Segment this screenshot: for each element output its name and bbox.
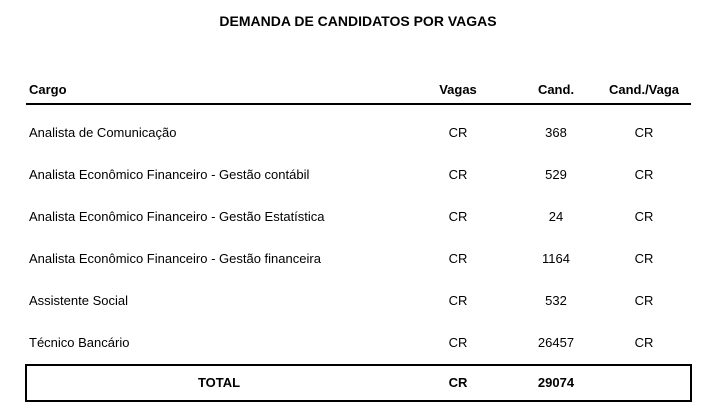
- total-row: [25, 364, 692, 402]
- header-cargo: Cargo: [29, 82, 67, 97]
- header-cand-vaga: Cand./Vaga: [608, 82, 680, 97]
- total-label: TOTAL: [197, 375, 241, 390]
- cell-cand-vaga: CR: [634, 251, 654, 266]
- table-row: [26, 248, 691, 270]
- table-row: [26, 122, 691, 144]
- cell-cand: 532: [545, 293, 567, 308]
- table-row: [26, 290, 691, 312]
- cell-cand-vaga: CR: [634, 293, 654, 308]
- cell-cargo: Analista Econômico Financeiro - Gestão Estatística: [29, 209, 325, 224]
- table-row: [26, 206, 691, 228]
- cell-vagas: CR: [448, 251, 468, 266]
- header-vagas: Vagas: [439, 82, 477, 97]
- cell-cargo: Técnico Bancário: [29, 335, 130, 350]
- total-cand: 29074: [537, 375, 575, 390]
- total-vagas: CR: [448, 375, 468, 390]
- cell-cand: 368: [545, 125, 567, 140]
- page-title: DEMANDA DE CANDIDATOS POR VAGAS: [219, 13, 497, 29]
- cell-cargo: Assistente Social: [29, 293, 128, 308]
- cell-cargo: Analista Econômico Financeiro - Gestão financeira: [29, 251, 321, 266]
- table-row: [26, 164, 691, 186]
- cell-cand: 26457: [537, 335, 575, 350]
- cell-vagas: CR: [448, 335, 468, 350]
- cell-vagas: CR: [448, 293, 468, 308]
- cell-cand-vaga: CR: [634, 125, 654, 140]
- table-header: [26, 79, 691, 105]
- cell-cand-vaga: CR: [634, 167, 654, 182]
- header-cand: Cand.: [537, 82, 575, 97]
- cell-vagas: CR: [448, 209, 468, 224]
- cell-cand-vaga: CR: [634, 335, 654, 350]
- cell-cargo: Analista de Comunicação: [29, 125, 177, 140]
- cell-vagas: CR: [448, 167, 468, 182]
- cell-vagas: CR: [448, 125, 468, 140]
- cell-cand: 529: [545, 167, 567, 182]
- cell-cand: 1164: [542, 251, 570, 266]
- cell-cand-vaga: CR: [634, 209, 654, 224]
- cell-cand: 24: [548, 209, 564, 224]
- cell-cargo: Analista Econômico Financeiro - Gestão contábil: [29, 167, 310, 182]
- table-row: [26, 332, 691, 354]
